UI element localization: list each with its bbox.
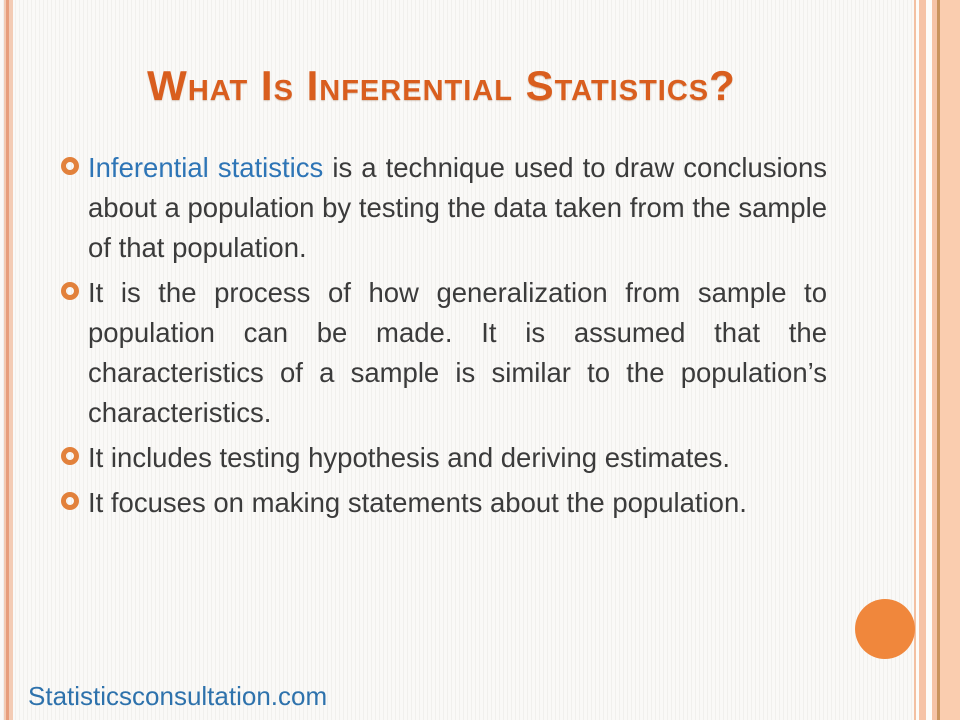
bullet-list xyxy=(88,148,827,528)
bullet-item-4 xyxy=(88,483,827,523)
bullet-highlight-text: Inferential statistics xyxy=(88,152,324,183)
bullet-item-1 xyxy=(88,148,827,268)
bullet-item-2 xyxy=(88,273,827,433)
bullet-item-3 xyxy=(88,438,827,478)
footer-website-text: Statisticsconsultation.com xyxy=(28,681,328,711)
bullet-text: is a technique used to draw conclusions about a population by testing the data taken from the sample of that population. xyxy=(88,152,827,263)
bullet-ring-icon xyxy=(61,157,79,175)
slide-title: What Is Inferential Statistics? xyxy=(147,62,736,109)
right-border-stripe xyxy=(914,0,960,720)
bullet-ring-icon xyxy=(61,447,79,465)
bullet-text: It focuses on making statements about the population. xyxy=(88,487,747,518)
bullet-text: It includes testing hypothesis and deriving estimates. xyxy=(88,442,731,473)
bullet-ring-icon xyxy=(61,282,79,300)
bullet-text: It is the process of how generalization from sample to population can be made. It is assumed that the characteristics of a sample is similar to the population’s characteristics. xyxy=(88,277,827,428)
accent-circle xyxy=(855,599,915,659)
bullet-ring-icon xyxy=(61,492,79,510)
